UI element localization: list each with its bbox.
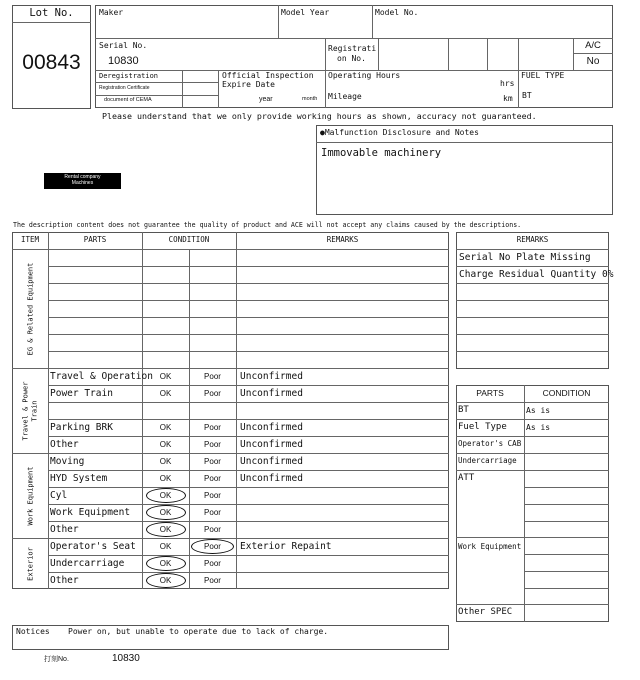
working-hours-notice: Please understand that we only provide working hours as shown, accuracy not guaranteed. [102,111,537,121]
condition-poor[interactable]: Poor [204,371,221,381]
selected-poor-circle [191,539,234,554]
remarks: Unconfirmed [240,455,303,467]
remarks: Unconfirmed [240,438,303,450]
header-item: ITEM [20,235,40,244]
table-row [48,538,449,555]
part-name: Moving [50,455,85,467]
divider [218,70,219,108]
divider [456,419,609,420]
group-label: Exterior [26,546,34,581]
divider [456,249,609,250]
divider [325,38,326,108]
other-spec-label: Other SPEC [458,607,513,617]
divider [12,22,91,23]
remarks: Exterior Repaint [240,540,332,552]
condition-poor[interactable]: Poor [204,575,221,585]
table-row [48,572,449,589]
divider [524,554,609,555]
divider [456,283,609,284]
table-row [48,300,449,317]
condition-ok[interactable]: OK [159,558,172,568]
condition-ok[interactable]: OK [159,541,172,551]
selected-ok-circle [146,505,186,520]
divider [456,334,609,335]
divider [378,38,379,70]
divider [278,5,279,38]
model-no-label: Model No. [375,8,419,17]
work-equipment-label: Work Equipment [458,542,522,551]
table-row [48,504,449,521]
header-parts: PARTS [83,235,107,244]
divider [448,38,449,70]
divider [456,436,609,437]
registration-label-2: on No. [337,54,366,63]
table-row [48,521,449,538]
condition-poor[interactable]: Poor [204,558,221,568]
table-row [48,555,449,572]
condition-poor[interactable]: Poor [204,473,221,483]
side-remark-item: Serial No Plate Missing [459,252,591,263]
divider [372,5,373,38]
divider [518,38,519,108]
condition-poor[interactable]: Poor [204,524,221,534]
divider [456,266,609,267]
divider [524,487,609,488]
part-name: Other [50,574,79,586]
divider [456,402,609,403]
condition-ok[interactable]: OK [159,490,172,500]
condition-poor[interactable]: Poor [204,439,221,449]
group-label: Work Equipment [26,466,34,526]
header-condition: CONDITION [168,235,210,244]
divider [95,95,218,96]
inspection-label: Official Inspection [222,71,314,80]
condition-ok[interactable]: OK [159,439,172,449]
condition-poor[interactable]: Poor [204,541,221,551]
notices-text: Power on, but unable to operate due to lack of charge. [68,627,329,636]
condition-ok[interactable]: OK [159,388,172,398]
month-label: month [302,96,318,102]
ac-label: A/C [585,40,601,51]
table-row [48,419,449,436]
divider [95,82,218,83]
divider [456,537,609,538]
model-year-label: Model Year [281,8,330,17]
part-name: Power Train [50,387,113,399]
lot-number: 00843 [22,51,81,74]
divider [95,38,613,39]
table-row [48,470,449,487]
table-row [48,249,449,266]
inspection-label-2: Expire Date [222,80,275,89]
part-name: Cyl [50,489,68,501]
mileage-label: Mileage [328,92,362,101]
group-label-travel-power-train [18,368,42,453]
group-label-line: Travel & Power [21,381,29,441]
fuel-type-label: FUEL TYPE [521,71,565,80]
divider [456,453,609,454]
remarks: Unconfirmed [240,472,303,484]
table-row [48,487,449,504]
part-name: Other [50,438,79,450]
condition-poor[interactable]: Poor [204,388,221,398]
part-name: Travel & Operation [50,370,153,382]
part-name: Parking BRK [50,421,113,433]
divider [524,504,609,505]
maker-label: Maker [99,8,124,17]
selected-ok-circle [146,573,186,588]
operating-hours-label: Operating Hours [328,71,401,80]
table-row [48,266,449,283]
condition-poor[interactable]: Poor [204,422,221,432]
part-name: Other [50,523,79,535]
fuel-type-value: BT [522,91,532,100]
condition-poor[interactable]: Poor [204,456,221,466]
side-part-name: Fuel Type [458,422,507,432]
remarks: Unconfirmed [240,370,303,382]
divider [456,470,609,471]
deregistration-label: Deregistration [99,72,159,80]
stamp-value: 10830 [112,653,140,664]
rental-badge-line1: Rental company [64,174,101,180]
condition-ok[interactable]: OK [159,575,172,585]
ac-value: No [586,56,600,67]
notices-label: Notices [16,627,50,636]
condition-ok[interactable]: OK [159,422,172,432]
selected-ok-circle [146,488,186,503]
divider [316,142,613,143]
side-part-condition: As is [526,406,551,415]
condition-ok[interactable]: OK [159,456,172,466]
lot-label: Lot No. [29,7,74,19]
divider [487,38,488,70]
selected-ok-circle [146,556,186,571]
divider [182,70,183,108]
divider [573,53,613,54]
serial-value: 10830 [108,55,139,67]
selected-ok-circle [146,522,186,537]
table-row [48,385,449,402]
side-remarks-header: REMARKS [516,235,549,244]
table-row [48,334,449,351]
rental-badge-line2: Machines [71,180,94,186]
malfunction-text: Immovable machinery [321,147,442,159]
divider [524,521,609,522]
serial-label: Serial No. [99,41,148,50]
group-label: EG & Related Equipment [26,262,34,355]
side-condition-header: CONDITION [542,388,591,398]
table-row [48,317,449,334]
side-part-name: Undercarriage [458,456,517,465]
year-label: year [259,96,273,103]
part-name: Work Equipment [50,506,131,518]
registration-certificate-label: Registration Certificate [99,85,150,91]
km-unit: km [503,94,513,103]
condition-ok[interactable]: OK [159,524,172,534]
stamp-label: 打刻No. [44,656,69,663]
condition-poor[interactable]: Poor [204,507,221,517]
header-remarks: REMARKS [326,235,359,244]
part-name: HYD System [50,472,108,484]
side-remark-item: Charge Residual Quantity 0% [459,269,614,280]
rental-company-badge [44,173,121,189]
side-parts-header: PARTS [476,388,504,398]
divider [456,351,609,352]
table-row [48,453,449,470]
att-label: ATT [458,473,475,483]
divider [456,300,609,301]
side-part-name: BT [458,405,469,415]
group-label-line: Train [30,399,38,422]
table-row [48,402,449,419]
hrs-unit: hrs [500,79,515,88]
divider [524,588,609,589]
divider [456,604,609,605]
table-row [48,368,449,385]
table-row [48,351,449,368]
malfunction-box [316,125,613,215]
remarks: Unconfirmed [240,421,303,433]
side-part-name: Operator's CAB [458,439,522,448]
registration-label: Registrati [328,44,377,53]
disclaimer: The description content does not guarantee the quality of product and ACE will not accept any claims caused by the descriptions. [13,221,522,229]
remarks: Unconfirmed [240,387,303,399]
divider [456,317,609,318]
malfunction-title: ●Malfunction Disclosure and Notes [320,128,479,137]
condition-ok[interactable]: OK [159,507,172,517]
part-name: Operator's Seat [50,540,136,552]
side-part-condition: As is [526,423,551,432]
table-row [48,283,449,300]
condition-poor[interactable]: Poor [204,490,221,500]
condition-ok[interactable]: OK [159,371,172,381]
cema-label: document of CEMA [104,97,152,103]
divider [524,571,609,572]
part-name: Undercarriage [50,557,125,569]
table-row [48,436,449,453]
condition-ok[interactable]: OK [159,473,172,483]
